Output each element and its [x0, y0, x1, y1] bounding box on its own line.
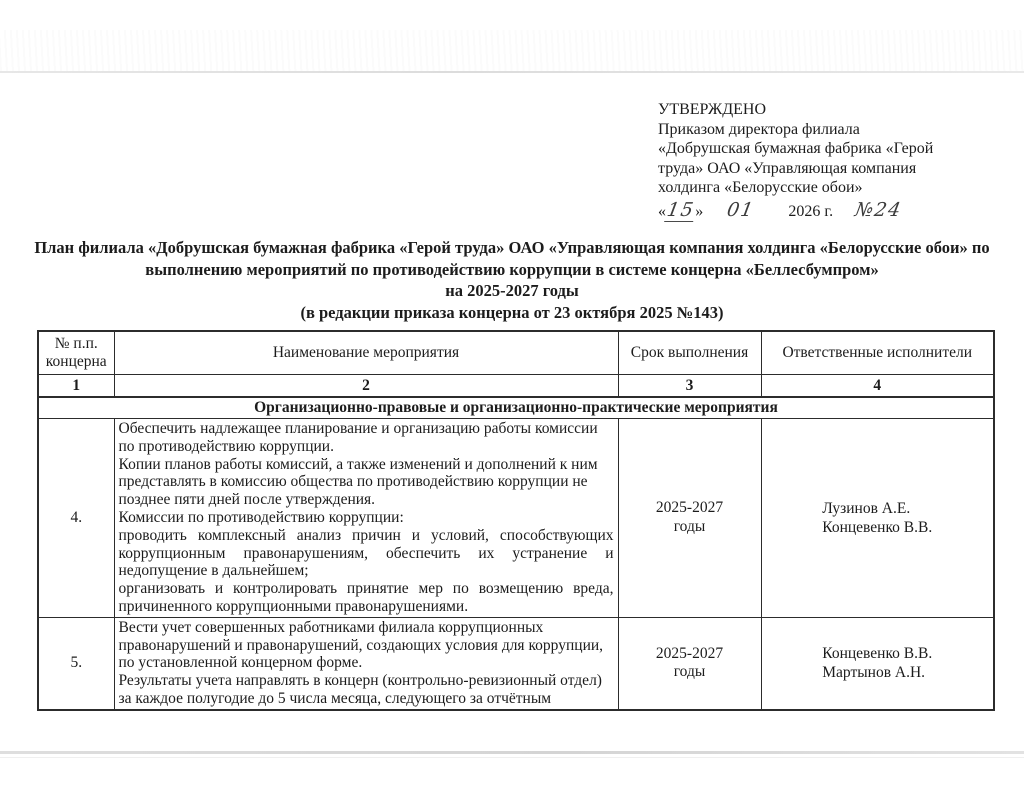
approval-line: труда» ОАО «Управляющая компания [658, 159, 917, 177]
activity-paragraph: Результаты учета направлять в концерн (контрольно-ревизионный отдел) за каждое полугодие до 5 числа месяца, следующего за отчётным [118, 672, 602, 707]
activity-cell [114, 419, 618, 618]
title-line-4: (в редакции приказа концерна от 23 октября 2025 №143) [300, 302, 724, 322]
table-row [38, 617, 994, 709]
scan-noise-band [0, 30, 1024, 72]
column-number: 2 [114, 375, 618, 398]
term-years: 2025-2027 [655, 499, 724, 517]
activity-paragraph: проводить комплексный анализ причин и условий, способствующих коррупционным правонарушениям, обеспечить их устранение и недопущение в дальнейшем; [118, 526, 614, 580]
column-number: 3 [618, 375, 761, 398]
quote-close: » [695, 202, 704, 220]
row-number: 5. [38, 617, 114, 709]
row-number: 4. [38, 419, 114, 618]
header-num: № п.п. концерна [38, 331, 114, 375]
activity-paragraph: Обеспечить надлежащее планирование и организацию работы комиссии по противодействию коррупции. [118, 420, 598, 455]
handwritten-doc-number: №24 [853, 198, 904, 221]
title-line-1: План филиала «Добрушская бумажная фабрика «Герой труда» ОАО «Управляющая компания холдинга «Белорусские обои» по [34, 238, 990, 257]
activity-cell [114, 617, 618, 709]
approval-year: 2026 г. [788, 202, 834, 220]
term-cell [618, 419, 761, 618]
column-number: 1 [38, 375, 114, 398]
term-years: 2025-2027 [655, 644, 724, 662]
responsible-cell [761, 617, 994, 709]
document-title [32, 237, 992, 323]
approval-block [658, 100, 1008, 222]
activity-paragraph: Вести учет совершенных работниками филиала коррупционных правонарушений и правонарушений, создающих условия для коррупции, по установленной концерном форме. [118, 618, 604, 672]
header-responsible: Ответственные исполнители [761, 331, 994, 375]
plan-table [37, 330, 995, 711]
approval-line: «Добрушская бумажная фабрика «Герой [658, 140, 934, 158]
responsible-name: Концевенко В.В. [822, 518, 933, 536]
scan-edge-line-bottom-2 [0, 757, 1024, 758]
responsible-name: Мартынов А.Н. [822, 664, 926, 682]
scan-edge-line-top [0, 71, 1024, 73]
header-term: Срок выполнения [618, 331, 761, 375]
term-word: годы [673, 517, 706, 535]
title-line-2: выполнению мероприятий по противодействию коррупции в системе концерна «Беллесбумпром» [145, 259, 879, 279]
section-header-row [38, 397, 994, 419]
activity-paragraph: Комиссии по противодействию коррупции: [118, 508, 404, 526]
header-activity: Наименование мероприятия [114, 331, 618, 375]
responsible-cell [761, 419, 994, 618]
term-cell [618, 617, 761, 709]
section-title: Организационно-правовые и организационно-практические мероприятия [38, 397, 994, 419]
approval-line: УТВЕРЖДЕНО [658, 101, 767, 118]
responsible-name: Концевенко В.В. [822, 645, 933, 663]
title-line-3: на 2025-2027 годы [445, 281, 579, 300]
handwritten-month: 01 [725, 198, 757, 221]
quote-open: « [658, 202, 666, 220]
approval-line: Приказом директора филиала [658, 120, 860, 138]
column-numbers-row [38, 375, 994, 398]
column-number: 4 [761, 375, 994, 398]
activity-paragraph: организовать и контролировать принятие мер по возмещению вреда, причиненного коррупционными правонарушениями. [118, 580, 614, 615]
approval-line: холдинга «Белорусские обои» [658, 179, 863, 197]
scan-edge-line-bottom [0, 751, 1024, 754]
approval-date-line [658, 198, 1008, 222]
activity-paragraph: Копии планов работы комиссий, а также изменений и дополнений к ним представлять в комиссию общества по противодействию коррупции не позднее пяти дней после утверждения. [118, 455, 598, 509]
table-row [38, 419, 994, 618]
handwritten-day: 15 [665, 198, 697, 221]
responsible-name: Лузинов А.Е. [822, 499, 911, 517]
table-header-row [38, 331, 994, 375]
term-word: годы [673, 663, 706, 681]
